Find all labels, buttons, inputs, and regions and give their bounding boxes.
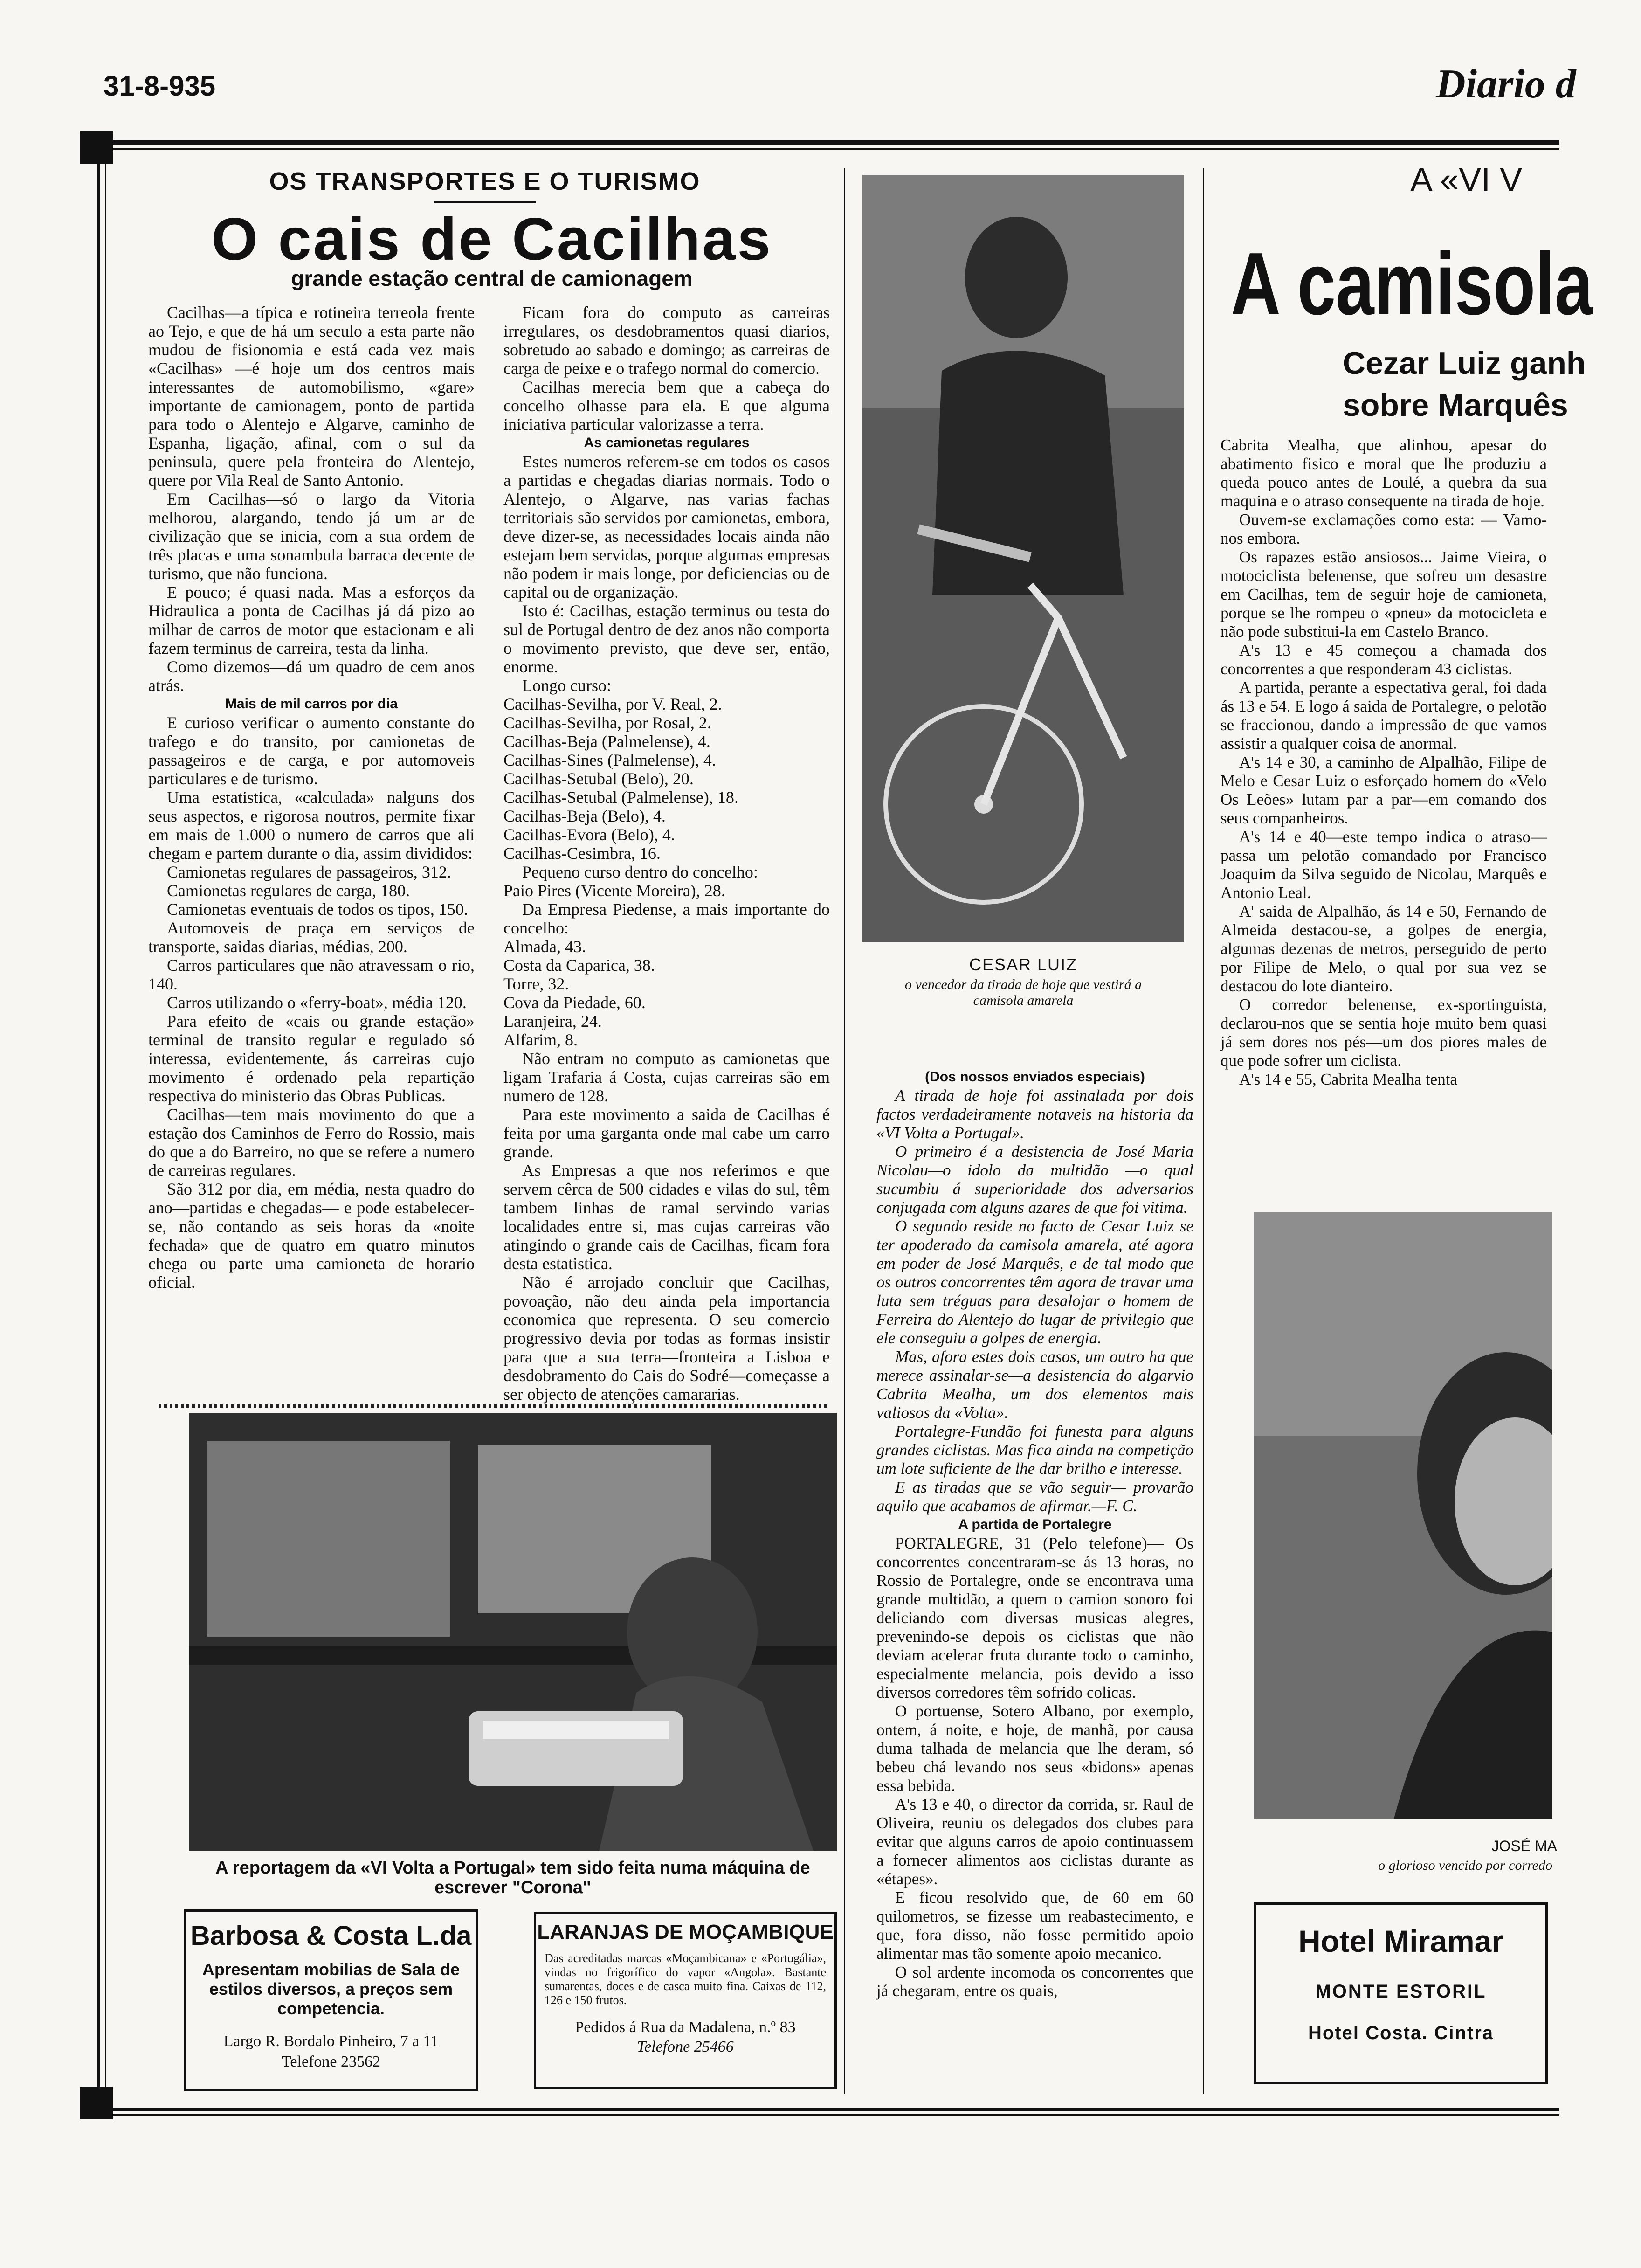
ad-barbosa-costa <box>184 1909 478 2091</box>
article-divider <box>159 1404 830 1408</box>
article-subtitle: grande estação central de camionagem <box>291 266 693 290</box>
left-frame-rule <box>97 140 100 2112</box>
ad-barbosa-address: Largo R. Bordalo Pinheiro, 7 a 11 <box>223 2033 439 2050</box>
ad-miramar-sub: MONTE ESTORIL <box>1315 1981 1487 2002</box>
article-kicker: OS TRANSPORTES E O TURISMO <box>269 167 701 195</box>
left-frame-rule-2 <box>105 140 106 2112</box>
top-rule <box>82 140 1559 145</box>
kicker-underline <box>434 201 536 203</box>
right-title: A camisola <box>1231 235 1593 333</box>
portrait-photo <box>1254 1212 1552 1819</box>
portrait-photo-art <box>1254 1212 1552 1819</box>
top-rule-thin <box>82 148 1559 150</box>
section-heading: Mais de mil carros por dia <box>225 696 398 712</box>
ad-laranjas-title: LARANJAS DE MOÇAMBIQUE <box>537 1921 834 1943</box>
corner-ornament-top <box>80 131 113 164</box>
ad-laranjas <box>534 1912 837 2089</box>
cyclist-photo-art <box>862 175 1184 942</box>
ad-laranjas-phone: Telefone 25466 <box>637 2038 734 2055</box>
bottom-rule <box>82 2108 1559 2111</box>
ad-barbosa-phone: Telefone 23562 <box>282 2053 380 2070</box>
section-heading: As camionetas regulares <box>584 435 750 450</box>
ad-laranjas-body: Das acreditadas marcas «Moçambicana» e «Portugália», vindas no frigorífico do vapor «Angola». Bastante sumarentas, doces e de casca muito fina. Caixas de 112, 126 e 150 frutos. <box>545 1951 826 2007</box>
cyclist-photo-caption-text: o vencedor da tirada de hoje que vestirá a camisola amarela <box>904 977 1142 1008</box>
section-heading: A partida de Portalegre <box>958 1517 1112 1532</box>
page-date: 31-8-935 <box>103 70 216 102</box>
right-column: Cabrita Mealha, que alinhou, apesar do abatimento fisico e moral que lhe produziu a queda pouco antes de Loulé, a quebra da sua maquina e o atraso consequente na tirada de hoje. Ouvem-se exclamações como esta: — Vamo-nos embora. Os rapazes estão ansiosos... Jaime Vieira, o motociclista belenense, que sofreu um desastre em Cacilhas, tem de seguir hoje de camioneta, porque se lhe rompeu o «pneu» da motocicleta e não pode substitui-la em Castelo Branco. A's 13 e 45 começou a chamada dos concorrentes a que responderam 43 ciclistas. A partida, perante a espectativa geral, foi dada ás 13 e 54. E logo á saida de Portalegre, o pelotão se fraccionou, dando a impressão de que vamos assistir a qualquer coisa de anormal. A's 14 e 30, a caminho de Alpalhão, Filipe de Melo e Cesar Luiz o esforçado homem do «Velo Os Leões» lutam par a par—em comando dos seus companheiros. A's 14 e 40—este tempo indica o atraso—passa um pelotão comandado por Francisco Joaquim da Silva seguido de Nicolau, Marquês e Antonio Leal. A' saida de Alpalhão, ás 14 e 50, Fernando de Almeida destacou-se, a golpes de energia, algumas dezenas de metros, perseguido de perto por Filipe de Melo, o qual por sua vez se destacou do lote dianteiro. O corredor belenense, ex-sportinguista, declarou-nos que se sentia hoje muito bem quasi já sem dores nos pés—um dos piores males de que pode sofrer um ciclista. A's 14 e 55, Cabrita Mealha tenta <box>1220 436 1547 1088</box>
right-subtitle-2: sobre Marquês <box>1343 387 1568 423</box>
right-kicker: A «VI V <box>1410 161 1523 199</box>
right-subtitle-1: Cezar Luiz ganh <box>1343 346 1586 381</box>
column-rule-1 <box>844 168 845 2094</box>
bottom-rule-thin <box>82 2114 1559 2116</box>
typewriter-photo <box>189 1413 837 1851</box>
article-title: O cais de Cacilhas <box>211 206 772 273</box>
typewriter-photo-art <box>189 1413 837 1851</box>
portrait-photo-caption-text: o glorioso vencido por corredo <box>1378 1858 1552 1873</box>
column-rule-2 <box>1203 168 1204 2094</box>
masthead: Diario d <box>1436 62 1576 107</box>
corner-ornament-bottom <box>80 2087 113 2119</box>
left-column-1: Cacilhas—a típica e rotineira terreola frente ao Tejo, e que de há um seculo a esta parte não mudou de fisionomia e está cada vez mais «Cacilhas» —é hoje um dos centros mais interessantes de automobilismo, «gare» importante de camionagem, ponto de partida para todo o Alentejo e Algarve, caminho de Espanha, ligação, afinal, com o sul da peninsula, quere pela fronteira do Alentejo, quere por Vila Real de Santo Antonio. Em Cacilhas—só o largo da Vitoria melhorou, alargando, tendo já um ar de civilização que se inicia, com a sua ordem de três placas e uma sonambula barraca decente de turismo, que não funciona. E pouco; é quasi nada. Mas a esforços da Hidraulica a ponta de Cacilhas já dá pizo ao milhar de carros de motor que estacionam e ali fazem terminus de carreira, testa da linha. Como dizemos—dá um quadro de cem anos atrás. Mais de mil carros por dia E curioso verificar o aumento constante do trafego e do transito, por camionetas de passageiros e de carga, e por automoveis particulares e de turismo. Uma estatistica, «calculada» nalguns dos seus aspectos, e rigorosa noutros, permite fixar em mais de 1.000 o numero de carros que ali chegam e partem durante o dia, assim divididos: Camionetas regulares de passageiros, 312. Camionetas regulares de carga, 180. Camionetas eventuais de todos os tipos, 150. Automoveis de praça em serviços de transporte, saidas diarias, médias, 200. Carros particulares que não atravessam o rio, 140. Carros utilizando o «ferry-boat», média 120. Para efeito de «cais ou grande estação» terminal de transito regular e regulado só interessa, evidentemente, ás carreiras cujo movimento é ordenado pela repartição respectiva do ministerio das Obras Publicas. Cacilhas—tem mais movimento do que a estação dos Caminhos de Ferro do Rossio, mais do que a do Barreiro, no que se refere a numero de carreiras regulares. São 312 por dia, em média, nesta quadro do ano—partidas e chegadas— e pode estabelecer-se, não contando as seis horas da «noite fechada» que de quatro em quatro minutos chega ou parte uma camioneta de horario oficial. <box>148 303 475 1292</box>
middle-column: (Dos nossos enviados especiais) A tirada de hoje foi assinalada por dois factos verdadeiramente notaveis na historia da «VI Volta a Portugal». O primeiro é a desistencia de José Maria Nicolau—o idolo da multidão —o qual sucumbiu á superioridade dos adversarios conjugada com alguns azares de que foi vitima. O segundo reside no facto de Cesar Luiz se ter apoderado da camisola amarela, até agora em poder de José Marquês, e de tal modo que os outros concorrentes têm agora de travar uma luta sem tréguas para desalojar o homem de Ferreira do Alentejo do lugar de privilegio que ele conseguiu a golpes de energia. Mas, afora estes dois casos, um outro ha que merece assinalar-se—a desistencia do algarvio Cabrita Mealha, um dos elementos mais valiosos da «Volta». Portalegre-Fundão foi funesta para alguns grandes ciclistas. Mas fica ainda na competição um lote suficiente de lhe dar brilho e interesse. E as tiradas que se vão seguir— provarão aquilo que acabamos de afirmar.—F. C. A partida de Portalegre PORTALEGRE, 31 (Pelo telefone)— Os concorrentes concentraram-se ás 13 horas, no Rossio de Portalegre, onde se encontrava uma grande multidão, a quem o camion sonoro foi deliciando com diversas musicas alegres, prevenindo-se depois os ciclistas que não deviam acelerar fruta durante todo o caminho, especialmente melancia, pois devido a isso diversos corredores têm sofrido colicas. O portuense, Sotero Albano, por exemplo, ontem, á noite, e hoje, de manhã, por causa duma talhada de melancia que lhe deram, só bebeu chá levando nos seus «bidons» apenas essa bebida. A's 13 e 40, o director da corrida, sr. Raul de Oliveira, reuniu os delegados dos clubes para evitar que alguns carros de apoio continuassem a fornecer alimentos aos ciclistas durante as «étapes». E ficou resolvido que, de 60 em 60 quilometros, se fizesse um reabastecimento, e que, fora disso, não fosse permitido apoio alimentar mas tão somente apoio mecanico. O sol ardente incomoda os concorrentes que já chegaram, entre os quais, <box>876 1068 1193 2000</box>
ad-miramar-title: Hotel Miramar <box>1298 1924 1504 1958</box>
cyclist-photo-caption-name: CESAR LUIZ <box>969 955 1078 974</box>
ad-hotel-miramar <box>1254 1902 1548 2084</box>
left-column-2: Ficam fora do computo as carreiras irregulares, os desdobramentos quasi diarios, sobretudo ao sabado e domingo; as carreiras de carga de peixe e o trafego normal do comercio. Cacilhas merecia bem que a cabeça do concelho olhasse para ela. E que alguma iniciativa particular valorizasse a terra. As camionetas regulares Estes numeros referem-se em todos os casos a partidas e chegadas diarias normais. Todo o Alentejo, o Algarve, nas varias fachas territoriais são servidos por camionetas, embora, deve dizer-se, as necessidades locais ainda não estejam bem servidas, porque algumas empresas não podem ir mais longe, por deficiencias ou de capital ou de organização. Isto é: Cacilhas, estação terminus ou testa do sul de Portugal dentro de dez anos não comporta o movimento previsto, que deve ser, então, enorme. Longo curso: Cacilhas-Sevilha, por V. Real, 2. Cacilhas-Sevilha, por Rosal, 2. Cacilhas-Beja (Palmelense), 4. Cacilhas-Sines (Palmelense), 4. Cacilhas-Setubal (Belo), 20. Cacilhas-Setubal (Palmelense), 18. Cacilhas-Beja (Belo), 4. Cacilhas-Evora (Belo), 4. Cacilhas-Cesimbra, 16. Pequeno curso dentro do concelho: Paio Pires (Vicente Moreira), 28. Da Empresa Piedense, a mais importante do concelho: Almada, 43. Costa da Caparica, 38. Torre, 32. Cova da Piedade, 60. Laranjeira, 24. Alfarim, 8. Não entram no computo as camionetas que ligam Trafaria á Costa, cujas carreiras são em numero de 128. Para este movimento a saida de Cacilhas é feita por uma garganta onde mal cabe um carro grande. As Empresas a que nos referimos e que servem cêrca de 500 cidades e vilas do sul, têm tambem linhas de ramal servindo varias localidades entre si, mas cujas carreiras vão atingindo o grande cais de Cacilhas, ficam fora desta estatistica. Não é arrojado concluir que Cacilhas, povoação, não deu ainda pela importancia economica que representa. O seu comercio progressivo devia por todas as formas insistir para que a sua terra—fronteira a Lisboa e desdobramento do Cais do Sodré—começasse a ser objecto de atenções camararias. <box>503 303 830 1404</box>
ad-laranjas-address: Pedidos á Rua da Madalena, n.º 83 <box>575 2019 796 2036</box>
byline: (Dos nossos enviados especiais) <box>925 1069 1145 1085</box>
portrait-photo-caption-name: JOSÉ MA <box>1491 1838 1557 1854</box>
ad-barbosa-body: Apresentam mobilias de Sala de estilos diversos, a preços sem competencia. <box>202 1960 460 2018</box>
typewriter-photo-caption: A reportagem da «VI Volta a Portugal» tem sido feita numa máquina de escrever "Corona" <box>215 1858 810 1897</box>
cyclist-photo <box>862 175 1184 942</box>
ad-miramar-foot: Hotel Costa. Cintra <box>1308 2023 1494 2043</box>
ad-barbosa-title: Barbosa & Costa L.da <box>190 1921 472 1951</box>
